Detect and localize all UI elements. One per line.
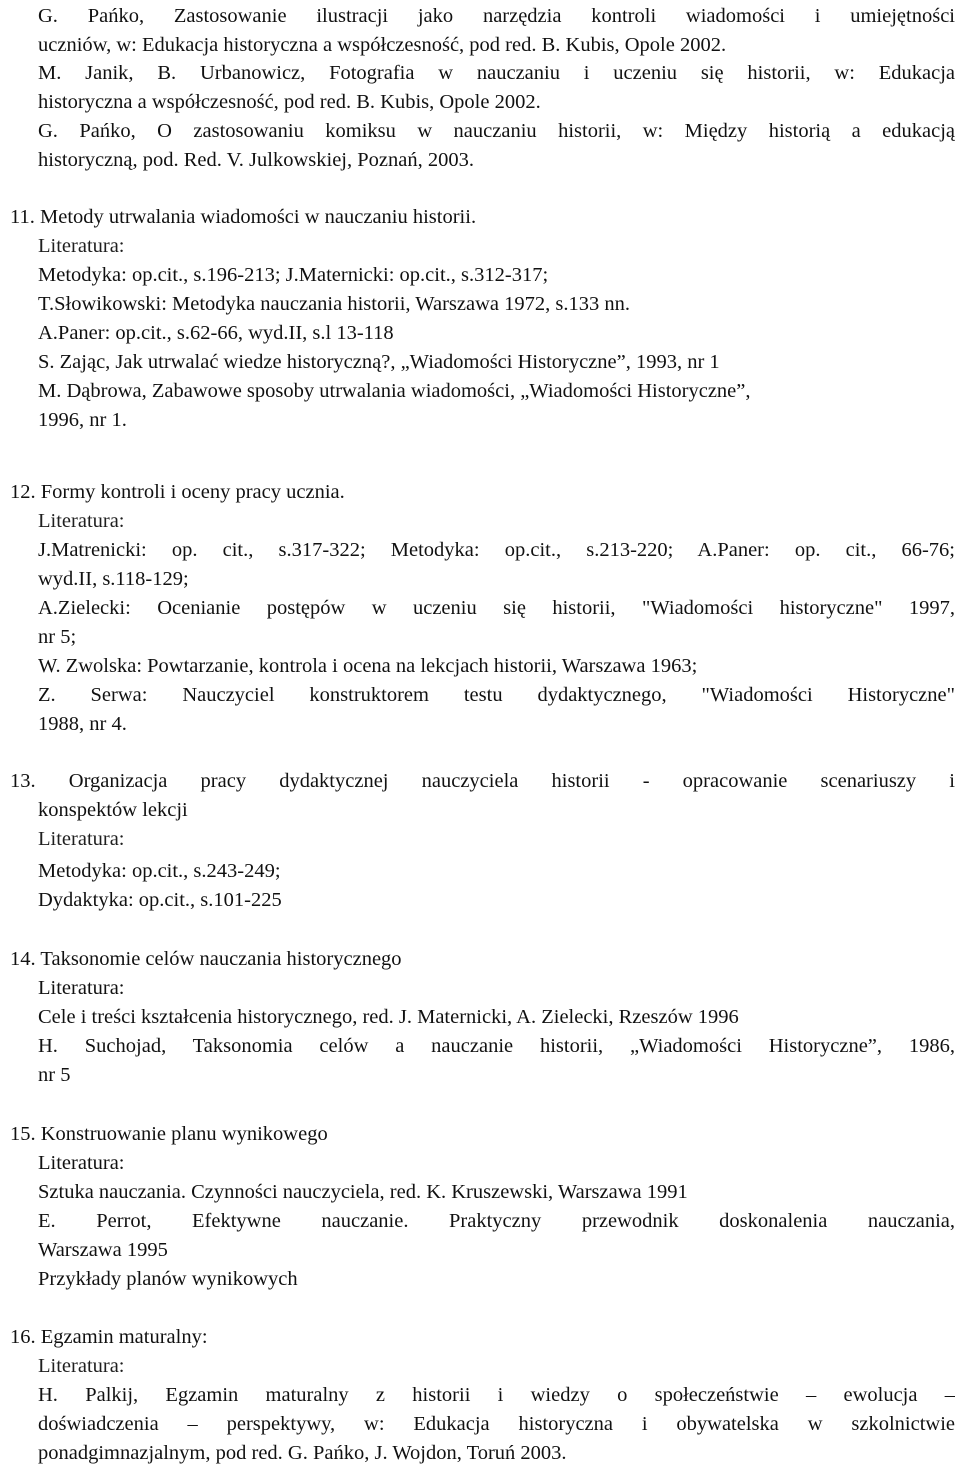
text-line: A.Zielecki: Ocenianie postępów w uczeniu się historii, "Wiadomości historyczne" 1997,: [38, 597, 955, 619]
literature-label: Literatura:: [38, 828, 125, 850]
text-line: H. Suchojad, Taksonomia celów a nauczanie historii, „Wiadomości Historyczne”, 1986,: [38, 1035, 955, 1057]
text-line: 1988, nr 4.: [38, 713, 127, 735]
text-line: wyd.II, s.118-129;: [38, 568, 189, 590]
text-line: uczniów, w: Edukacja historyczna a współczesność, pod red. B. Kubis, Opole 2002.: [38, 34, 727, 56]
text-line: Z. Serwa: Nauczyciel konstruktorem testu dydaktycznego, "Wiadomości Historyczne": [38, 684, 955, 706]
text-line: Cele i treści kształcenia historycznego, red. J. Maternicki, A. Zielecki, Rzeszów 1996: [38, 1006, 739, 1028]
section-heading: 13. Organizacja pracy dydaktycznej nauczyciela historii - opracowanie scenariuszy i: [10, 770, 955, 792]
text-line: Dydaktyka: op.cit., s.101-225: [38, 889, 282, 911]
section-heading: 14. Taksonomie celów nauczania historycznego: [10, 948, 402, 970]
text-line: Metodyka: op.cit., s.243-249;: [38, 860, 281, 882]
literature-label: Literatura:: [38, 235, 125, 257]
section-heading: 11. Metody utrwalania wiadomości w nauczaniu historii.: [10, 206, 477, 228]
text-line: konspektów lekcji: [38, 799, 188, 821]
text-line: M. Dąbrowa, Zabawowe sposoby utrwalania wiadomości, „Wiadomości Historyczne”,: [38, 380, 751, 402]
text-line: historyczną, pod. Red. V. Julkowskiej, Poznań, 2003.: [38, 149, 474, 171]
text-line: ponadgimnazjalnym, pod red. G. Pańko, J. Wojdon, Toruń 2003.: [38, 1442, 567, 1464]
text-line: Metodyka: op.cit., s.196-213; J.Maternicki: op.cit., s.312-317;: [38, 264, 549, 286]
text-line: doświadczenia – perspektywy, w: Edukacja historyczna i obywatelska w szkolnictwie: [38, 1413, 955, 1435]
text-line: G. Pańko, Zastosowanie ilustracji jako narzędzia kontroli wiadomości i umiejętności: [38, 5, 955, 27]
text-line: H. Palkij, Egzamin maturalny z historii i wiedzy o społeczeństwie – ewolucja –: [38, 1384, 955, 1406]
text-line: Warszawa 1995: [38, 1239, 168, 1261]
section-heading: 12. Formy kontroli i oceny pracy ucznia.: [10, 481, 345, 503]
text-line: Literatura:: [38, 977, 125, 999]
section-heading: 16. Egzamin maturalny:: [10, 1326, 208, 1348]
text-line: Przykłady planów wynikowych: [38, 1268, 298, 1290]
section-heading: 15. Konstruowanie planu wynikowego: [10, 1123, 328, 1145]
text-line: nr 5: [38, 1064, 71, 1086]
text-line: J.Matrenicki: op. cit., s.317-322; Metodyka: op.cit., s.213-220; A.Paner: op. cit., 66-76;: [38, 539, 955, 561]
text-line: M. Janik, B. Urbanowicz, Fotografia w nauczaniu i uczeniu się historii, w: Edukacja: [38, 62, 955, 84]
text-line: T.Słowikowski: Metodyka nauczania historii, Warszawa 1972, s.133 nn.: [38, 293, 630, 315]
text-line: A.Paner: op.cit., s.62-66, wyd.II, s.l 13-118: [38, 322, 394, 344]
literature-label: Literatura:: [38, 510, 125, 532]
text-line: historyczna a współczesność, pod red. B. Kubis, Opole 2002.: [38, 91, 541, 113]
text-line: W. Zwolska: Powtarzanie, kontrola i ocena na lekcjach historii, Warszawa 1963;: [38, 655, 698, 677]
literature-label: Literatura:: [38, 1355, 125, 1377]
text-line: Sztuka nauczania. Czynności nauczyciela, red. K. Kruszewski, Warszawa 1991: [38, 1181, 688, 1203]
text-line: nr 5;: [38, 626, 77, 648]
text-line: G. Pańko, O zastosowaniu komiksu w nauczaniu historii, w: Między historią a edukacją: [38, 120, 955, 142]
text-line: 1996, nr 1.: [38, 409, 127, 431]
text-line: E. Perrot, Efektywne nauczanie. Praktyczny przewodnik doskonalenia nauczania,: [38, 1210, 955, 1232]
text-line: Literatura:: [38, 1152, 125, 1174]
text-line: S. Zając, Jak utrwalać wiedze historyczną?, „Wiadomości Historyczne”, 1993, nr 1: [38, 351, 720, 373]
